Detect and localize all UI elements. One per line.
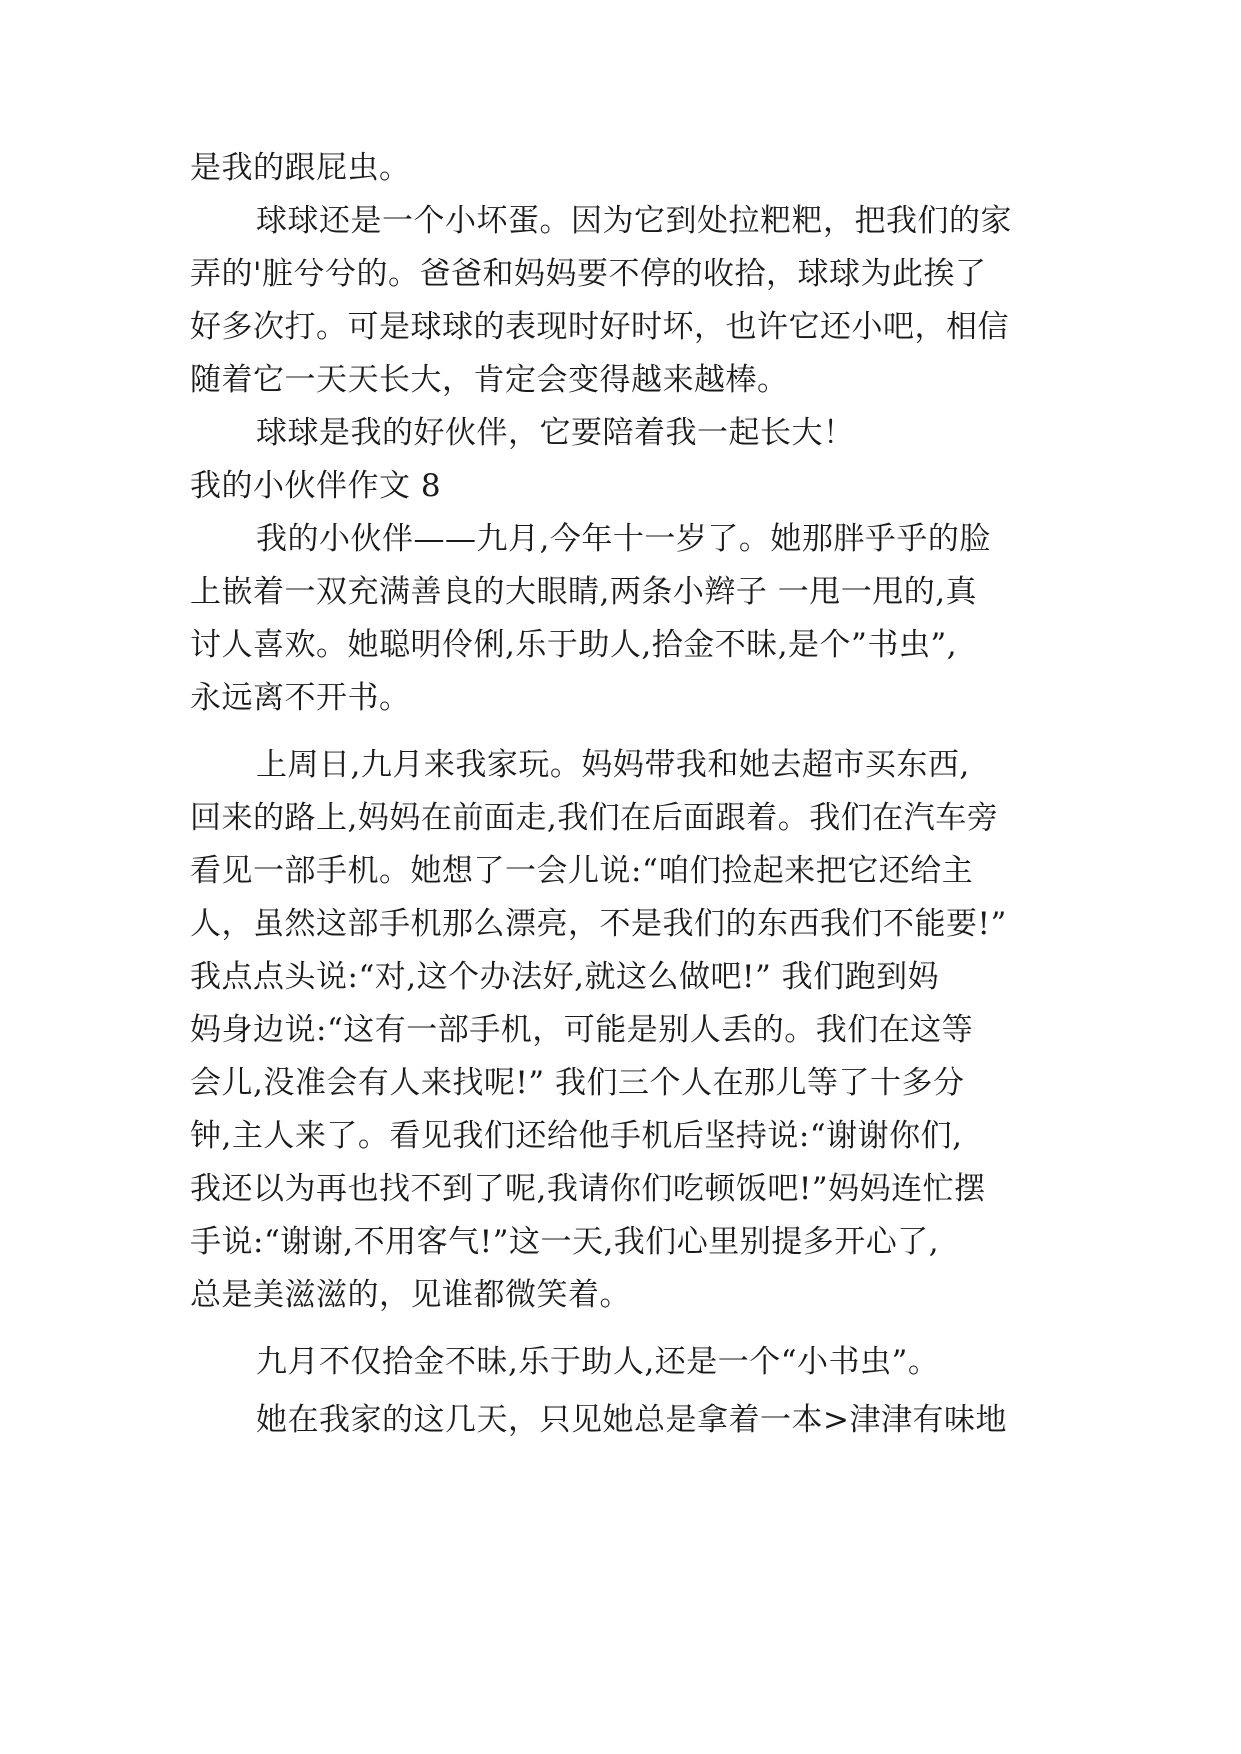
text-line: 看见一部手机。她想了一会儿说:“咱们捡起来把它还给主	[190, 853, 974, 889]
text-line: 随着它一天天长大，肯定会变得越来越棒。	[190, 362, 789, 398]
text-line: 九月不仅拾金不昧,乐于助人,还是一个“小书虫”。	[256, 1344, 940, 1380]
text-line: 我点点头说:“对,这个办法好,就这么做吧!” 我们跑到妈	[190, 959, 940, 995]
text-line: 永远离不开书。	[190, 680, 411, 716]
text-line: 妈身边说:“这有一部手机，可能是别人丢的。我们在这等	[190, 1012, 974, 1048]
text-line: 我的小伙伴——九月,今年十一岁了。她那胖乎乎的脸	[256, 521, 991, 557]
text-line: 总是美滋滋的，见谁都微笑着。	[190, 1277, 631, 1313]
text-line: 是我的跟屁虫。	[190, 150, 411, 186]
text-line: 上周日,九月来我家玩。妈妈带我和她去超市买东西,	[256, 747, 970, 783]
text-line: 手说:“谢谢,不用客气!”这一天,我们心里别提多开心了,	[190, 1224, 940, 1260]
text-line: 上嵌着一双充满善良的大眼睛,两条小辫子 一甩一甩的,真	[190, 574, 978, 610]
text-line: 球球还是一个小坏蛋。因为它到处拉粑粑，把我们的家	[256, 203, 1012, 239]
section-heading: 我的小伙伴作文 8	[190, 468, 442, 504]
text-line: 弄的'脏兮兮的。爸爸和妈妈要不停的收拾，球球为此挨了	[190, 256, 987, 292]
text-line: 讨人喜欢。她聪明伶俐,乐于助人,拾金不昧,是个”书虫”,	[190, 627, 958, 663]
text-line: 人，虽然这部手机那么漂亮，不是我们的东西我们不能要!”	[190, 906, 1007, 942]
text-line: 会儿,没准会有人来找呢!” 我们三个人在那儿等了十多分	[190, 1065, 965, 1101]
text-line: 她在我家的这几天，只见她总是拿着一本>津津有味地	[256, 1402, 1007, 1438]
text-line: 钟,主人来了。看见我们还给他手机后坚持说:“谢谢你们,	[190, 1118, 963, 1154]
text-line: 好多次打。可是球球的表现时好时坏，也许它还小吧，相信	[190, 309, 1009, 345]
text-line: 回来的路上,妈妈在前面走,我们在后面跟着。我们在汽车旁	[190, 800, 999, 836]
text-line: 我还以为再也找不到了呢,我请你们吃顿饭吧!”妈妈连忙摆	[190, 1171, 986, 1207]
text-line: 球球是我的好伙伴，它要陪着我一起长大！	[256, 415, 855, 451]
